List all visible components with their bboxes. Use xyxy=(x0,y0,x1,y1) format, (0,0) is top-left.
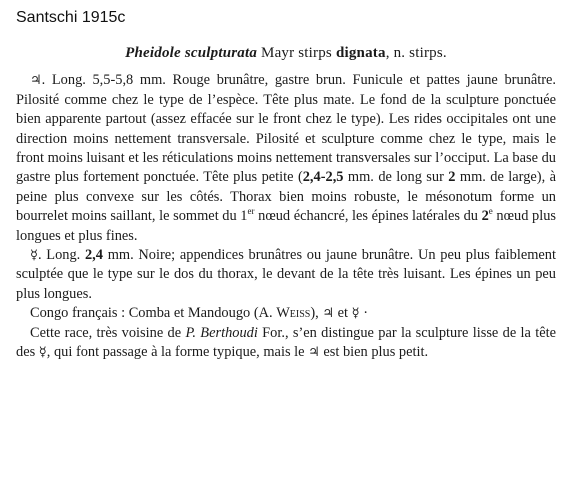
locality-dot: · xyxy=(359,305,368,322)
source-label: Santschi 1915c xyxy=(16,9,126,26)
worker-symbol-icon: ☿ xyxy=(30,248,38,264)
major-text-1: . Long. 5,5-5,8 mm. Rouge brunâtre, gastre brun. Funicule et pattes jaune brunâtre. Pilosité comme chez le type de l’espèce. Tête plus mate. Le fond de la sculpture ponctuée bien apparente partout (assez effacée sur le front chez le type). Les rides occipitales ont une direction moins nettement transversale. Pilosité et sculpture comme chez le type, mais le front moins luisant et les réticulations moins nettement transversales sur l’occiput. La base du gastre plus fortement ponctuée. Tête plus petite ( xyxy=(16,72,556,186)
major-symbol-icon: ♃ xyxy=(308,345,320,361)
locality-end: ), xyxy=(310,305,323,322)
major-symbol-icon: ♃ xyxy=(30,73,42,89)
stirps-name: dignata xyxy=(335,45,386,61)
author-stirps: Mayr stirps xyxy=(257,45,336,61)
locality-text: Congo français : Comba et Mandougo (A. xyxy=(30,305,277,322)
remark-text-1: Cette race, très voisine de xyxy=(30,324,186,341)
remark-text-4: est bien plus petit. xyxy=(319,344,429,361)
head-width: 2 xyxy=(448,169,456,186)
rank-note: , n. stirps. xyxy=(385,45,447,61)
worker-text-1: . Long. xyxy=(37,247,85,264)
remark-text-3: , qui font passage à la forme typique, mais le xyxy=(46,344,309,361)
remark xyxy=(16,324,556,363)
related-species-name: P. Berthoudi xyxy=(185,324,258,341)
worker-description xyxy=(16,246,556,304)
remark-text-2: For., s’en distingue par la sculpture lisse de la tête des xyxy=(16,324,556,361)
locality xyxy=(16,304,556,323)
major-text-5: nœud plus longues et plus fines. xyxy=(16,208,556,244)
taxon-heading xyxy=(16,44,556,63)
major-text-4: nœud échancré, les épines latérales du xyxy=(254,208,482,225)
head-length: 2,4-2,5 xyxy=(302,169,344,186)
major-description xyxy=(16,71,556,246)
worker-symbol-icon: ☿ xyxy=(351,306,360,322)
locality-and: et xyxy=(334,305,352,322)
worker-length: 2,4 xyxy=(84,247,103,264)
major-text-3: mm. de large), à peine plus convexe sur les côtés. Thorax bien moins robuste, le mésonotum forme un bourrelet moins saillant, le sommet du 1 xyxy=(16,169,556,225)
species-name: Pheidole sculpturata xyxy=(125,45,258,61)
collector-name: Weiss xyxy=(276,305,311,322)
superscript-e: e xyxy=(488,206,493,217)
worker-text-2: mm. Noire; appendices brunâtres ou jaune brunâtre. Un peu plus faiblement sculptée que le type sur le dos du thorax, le devant de la tête très luisant. Les épines un peu plus longues. xyxy=(16,247,556,302)
major-symbol-icon: ♃ xyxy=(322,306,335,322)
second-node-number: 2 xyxy=(481,208,489,225)
worker-symbol-icon: ☿ xyxy=(38,345,47,361)
major-text-2: mm. de long sur xyxy=(343,169,449,186)
superscript-er: er xyxy=(247,206,255,217)
document-page xyxy=(16,44,556,363)
